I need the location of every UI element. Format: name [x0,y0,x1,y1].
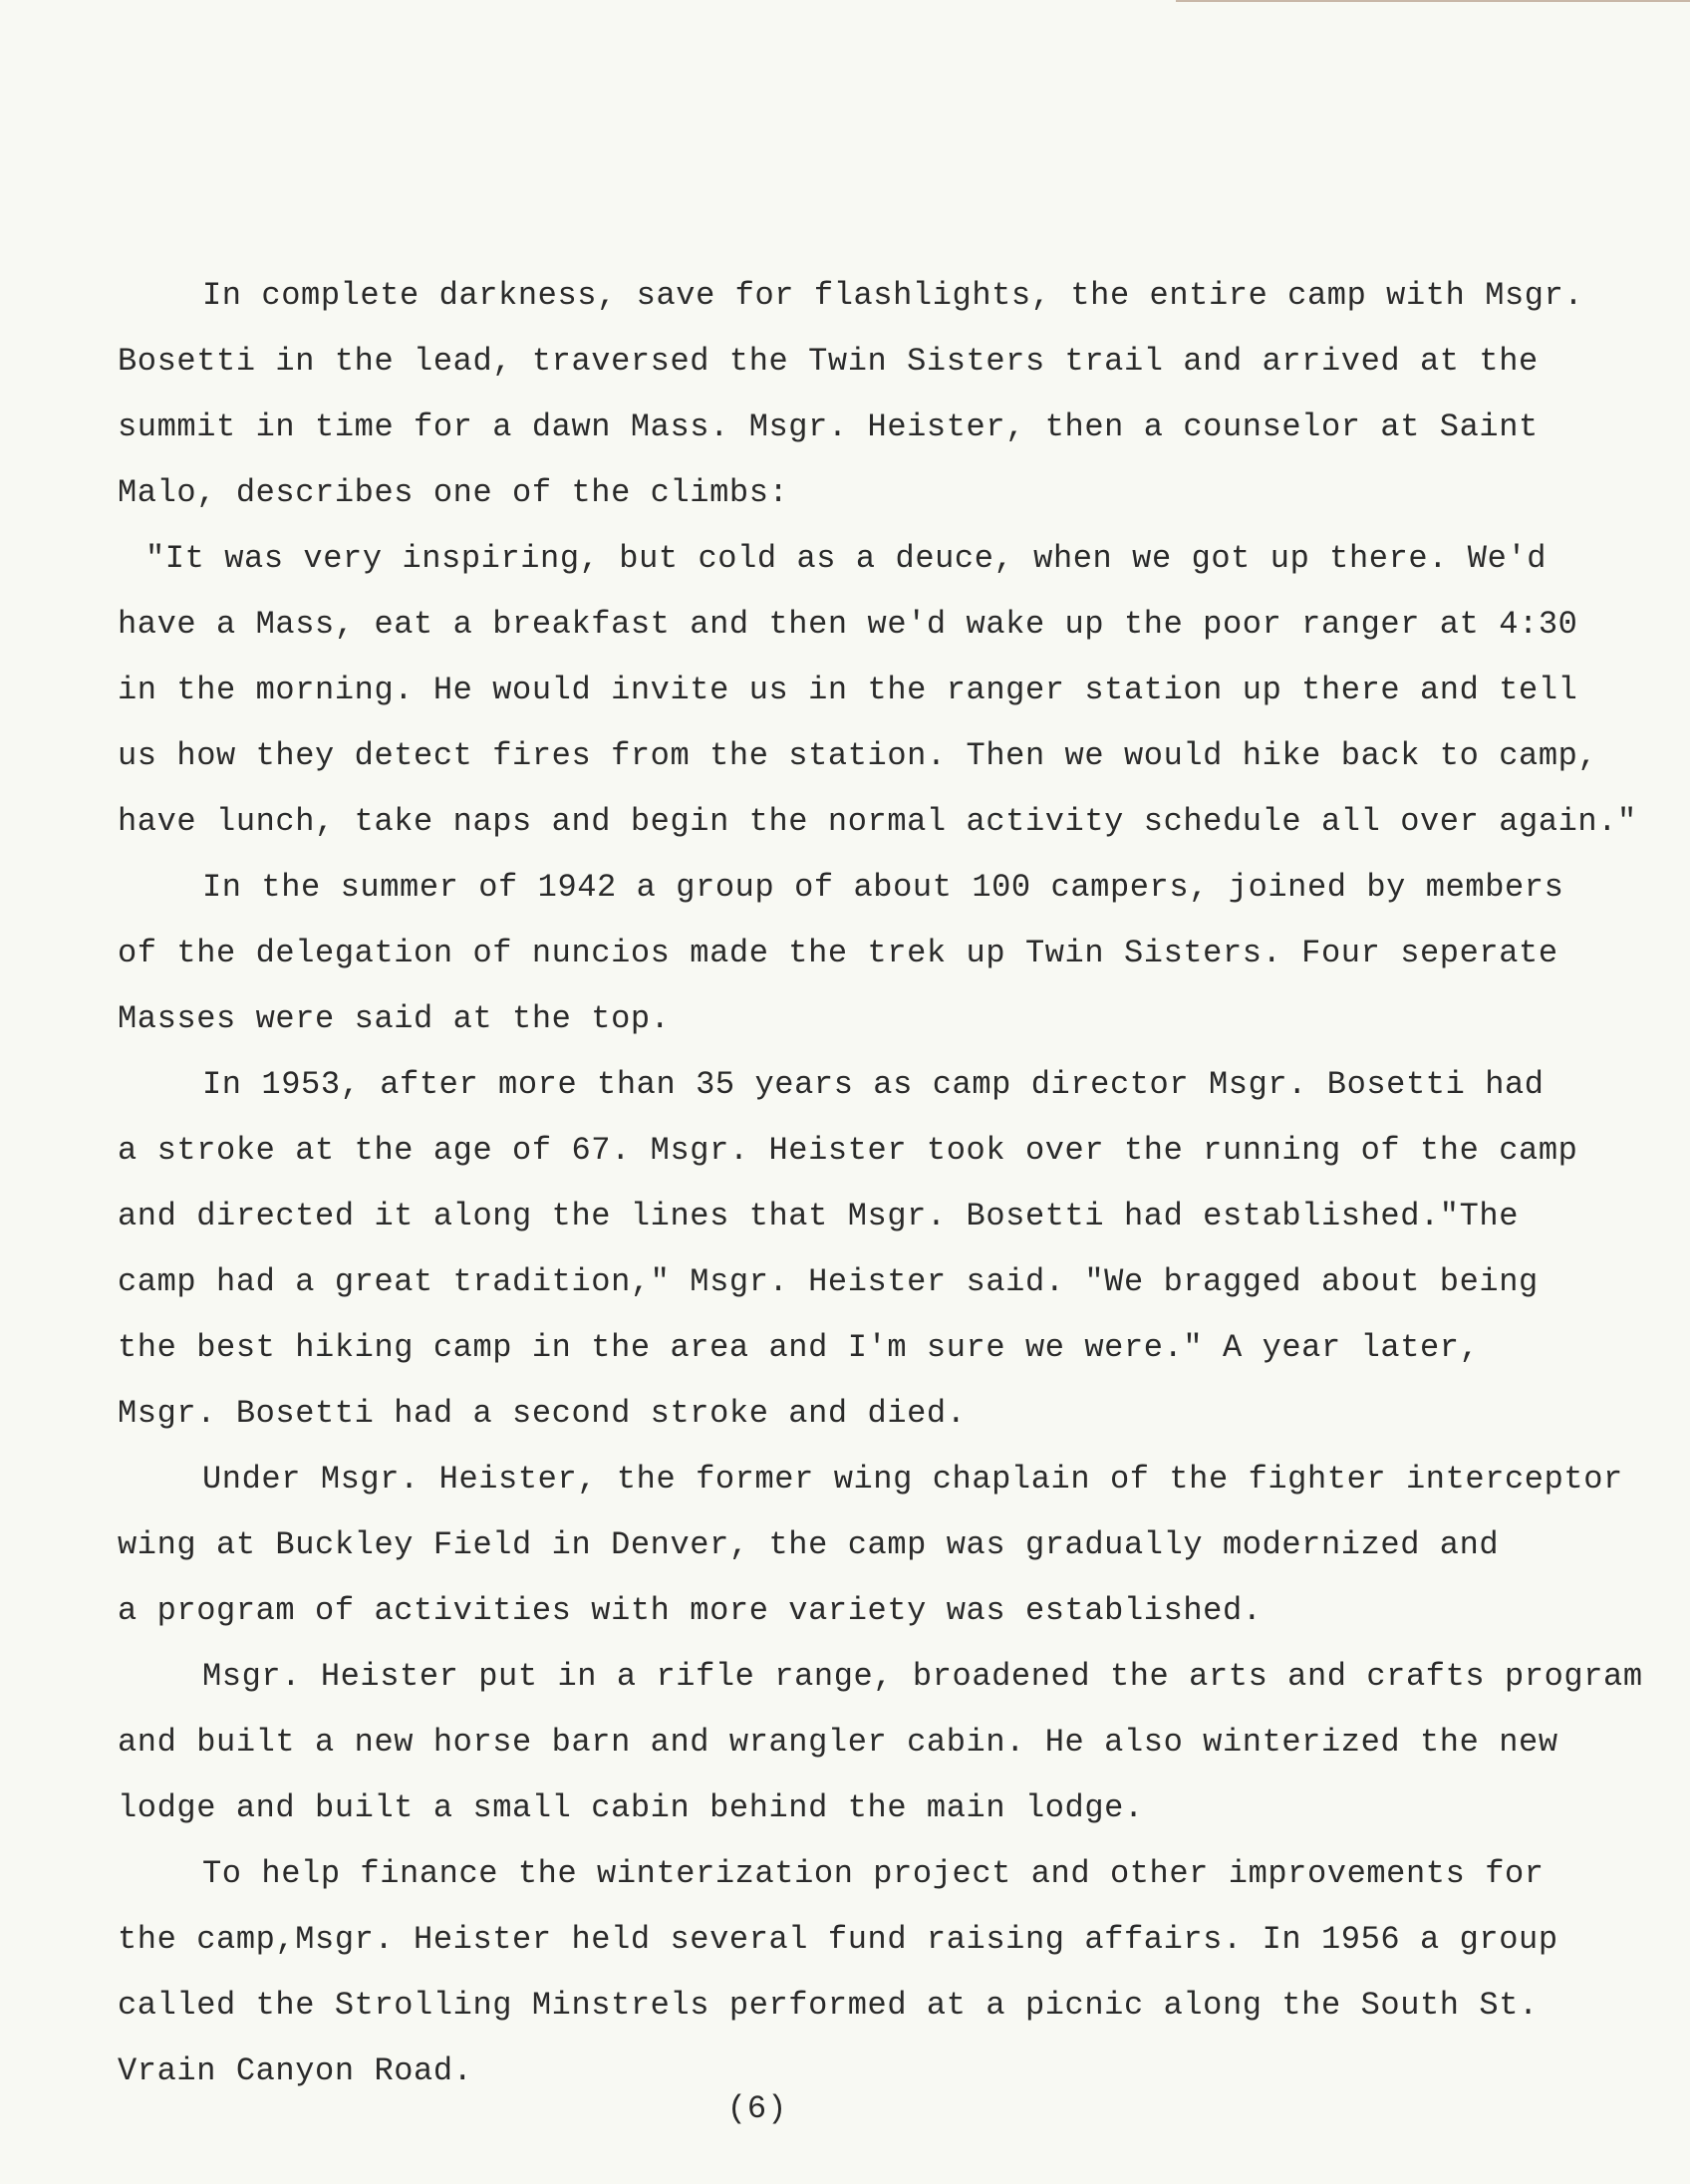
text-line: have a Mass, eat a breakfast and then we'd wake up the poor ranger at 4:30 [118,606,1578,643]
text-line: us how they detect fires from the station. Then we would hike back to camp, [118,737,1598,774]
text-line: Under Msgr. Heister, the former wing chaplain of the fighter interceptor [202,1461,1623,1498]
text-line: and directed it along the lines that Msgr. Bosetti had established."The [118,1198,1520,1234]
text-line: a stroke at the age of 67. Msgr. Heister took over the running of the camp [118,1132,1578,1169]
text-line: Bosetti in the lead, traversed the Twin Sisters trail and arrived at the [118,343,1539,380]
text-line: called the Strolling Minstrels performed at a picnic along the South St. [118,1987,1539,2024]
text-line: the best hiking camp in the area and I'm sure we were." A year later, [118,1329,1480,1366]
text-line: a program of activities with more variety was established. [118,1592,1263,1629]
text-line: Vrain Canyon Road. [118,2052,473,2089]
text-line: lodge and built a small cabin behind the main lodge. [118,1789,1144,1826]
text-line: camp had a great tradition," Msgr. Heister said. "We bragged about being [118,1263,1539,1300]
text-line: in the morning. He would invite us in the ranger station up there and tell [118,672,1578,708]
text-line: of the delegation of nuncios made the trek up Twin Sisters. Four seperate [118,935,1558,971]
text-line: wing at Buckley Field in Denver, the camp was gradually modernized and [118,1526,1500,1563]
text-line: Malo, describes one of the climbs: [118,474,789,511]
text-line: To help finance the winterization project and other improvements for [202,1855,1545,1892]
text-line: In the summer of 1942 a group of about 100 campers, joined by members [202,869,1564,906]
text-line: Msgr. Heister put in a rifle range, broadened the arts and crafts program [202,1658,1643,1695]
text-line: In complete darkness, save for flashlights, the entire camp with Msgr. [202,277,1584,314]
text-line: and built a new horse barn and wrangler cabin. He also winterized the new [118,1724,1558,1761]
text-line: the camp,Msgr. Heister held several fund raising affairs. In 1956 a group [118,1921,1558,1958]
text-line: summit in time for a dawn Mass. Msgr. Heister, then a counselor at Saint [118,409,1539,445]
page-number: (6) [726,2090,788,2127]
text-line: have lunch, take naps and begin the normal activity schedule all over again." [118,803,1637,840]
text-line: "It was very inspiring, but cold as a deuce, when we got up there. We'd [145,540,1548,577]
text-line: In 1953, after more than 35 years as camp director Msgr. Bosetti had [202,1066,1545,1103]
page-edge-line [1176,0,1690,2]
text-line: Masses were said at the top. [118,1000,671,1037]
document-body [118,263,1672,2104]
text-line: Msgr. Bosetti had a second stroke and died. [118,1395,967,1432]
